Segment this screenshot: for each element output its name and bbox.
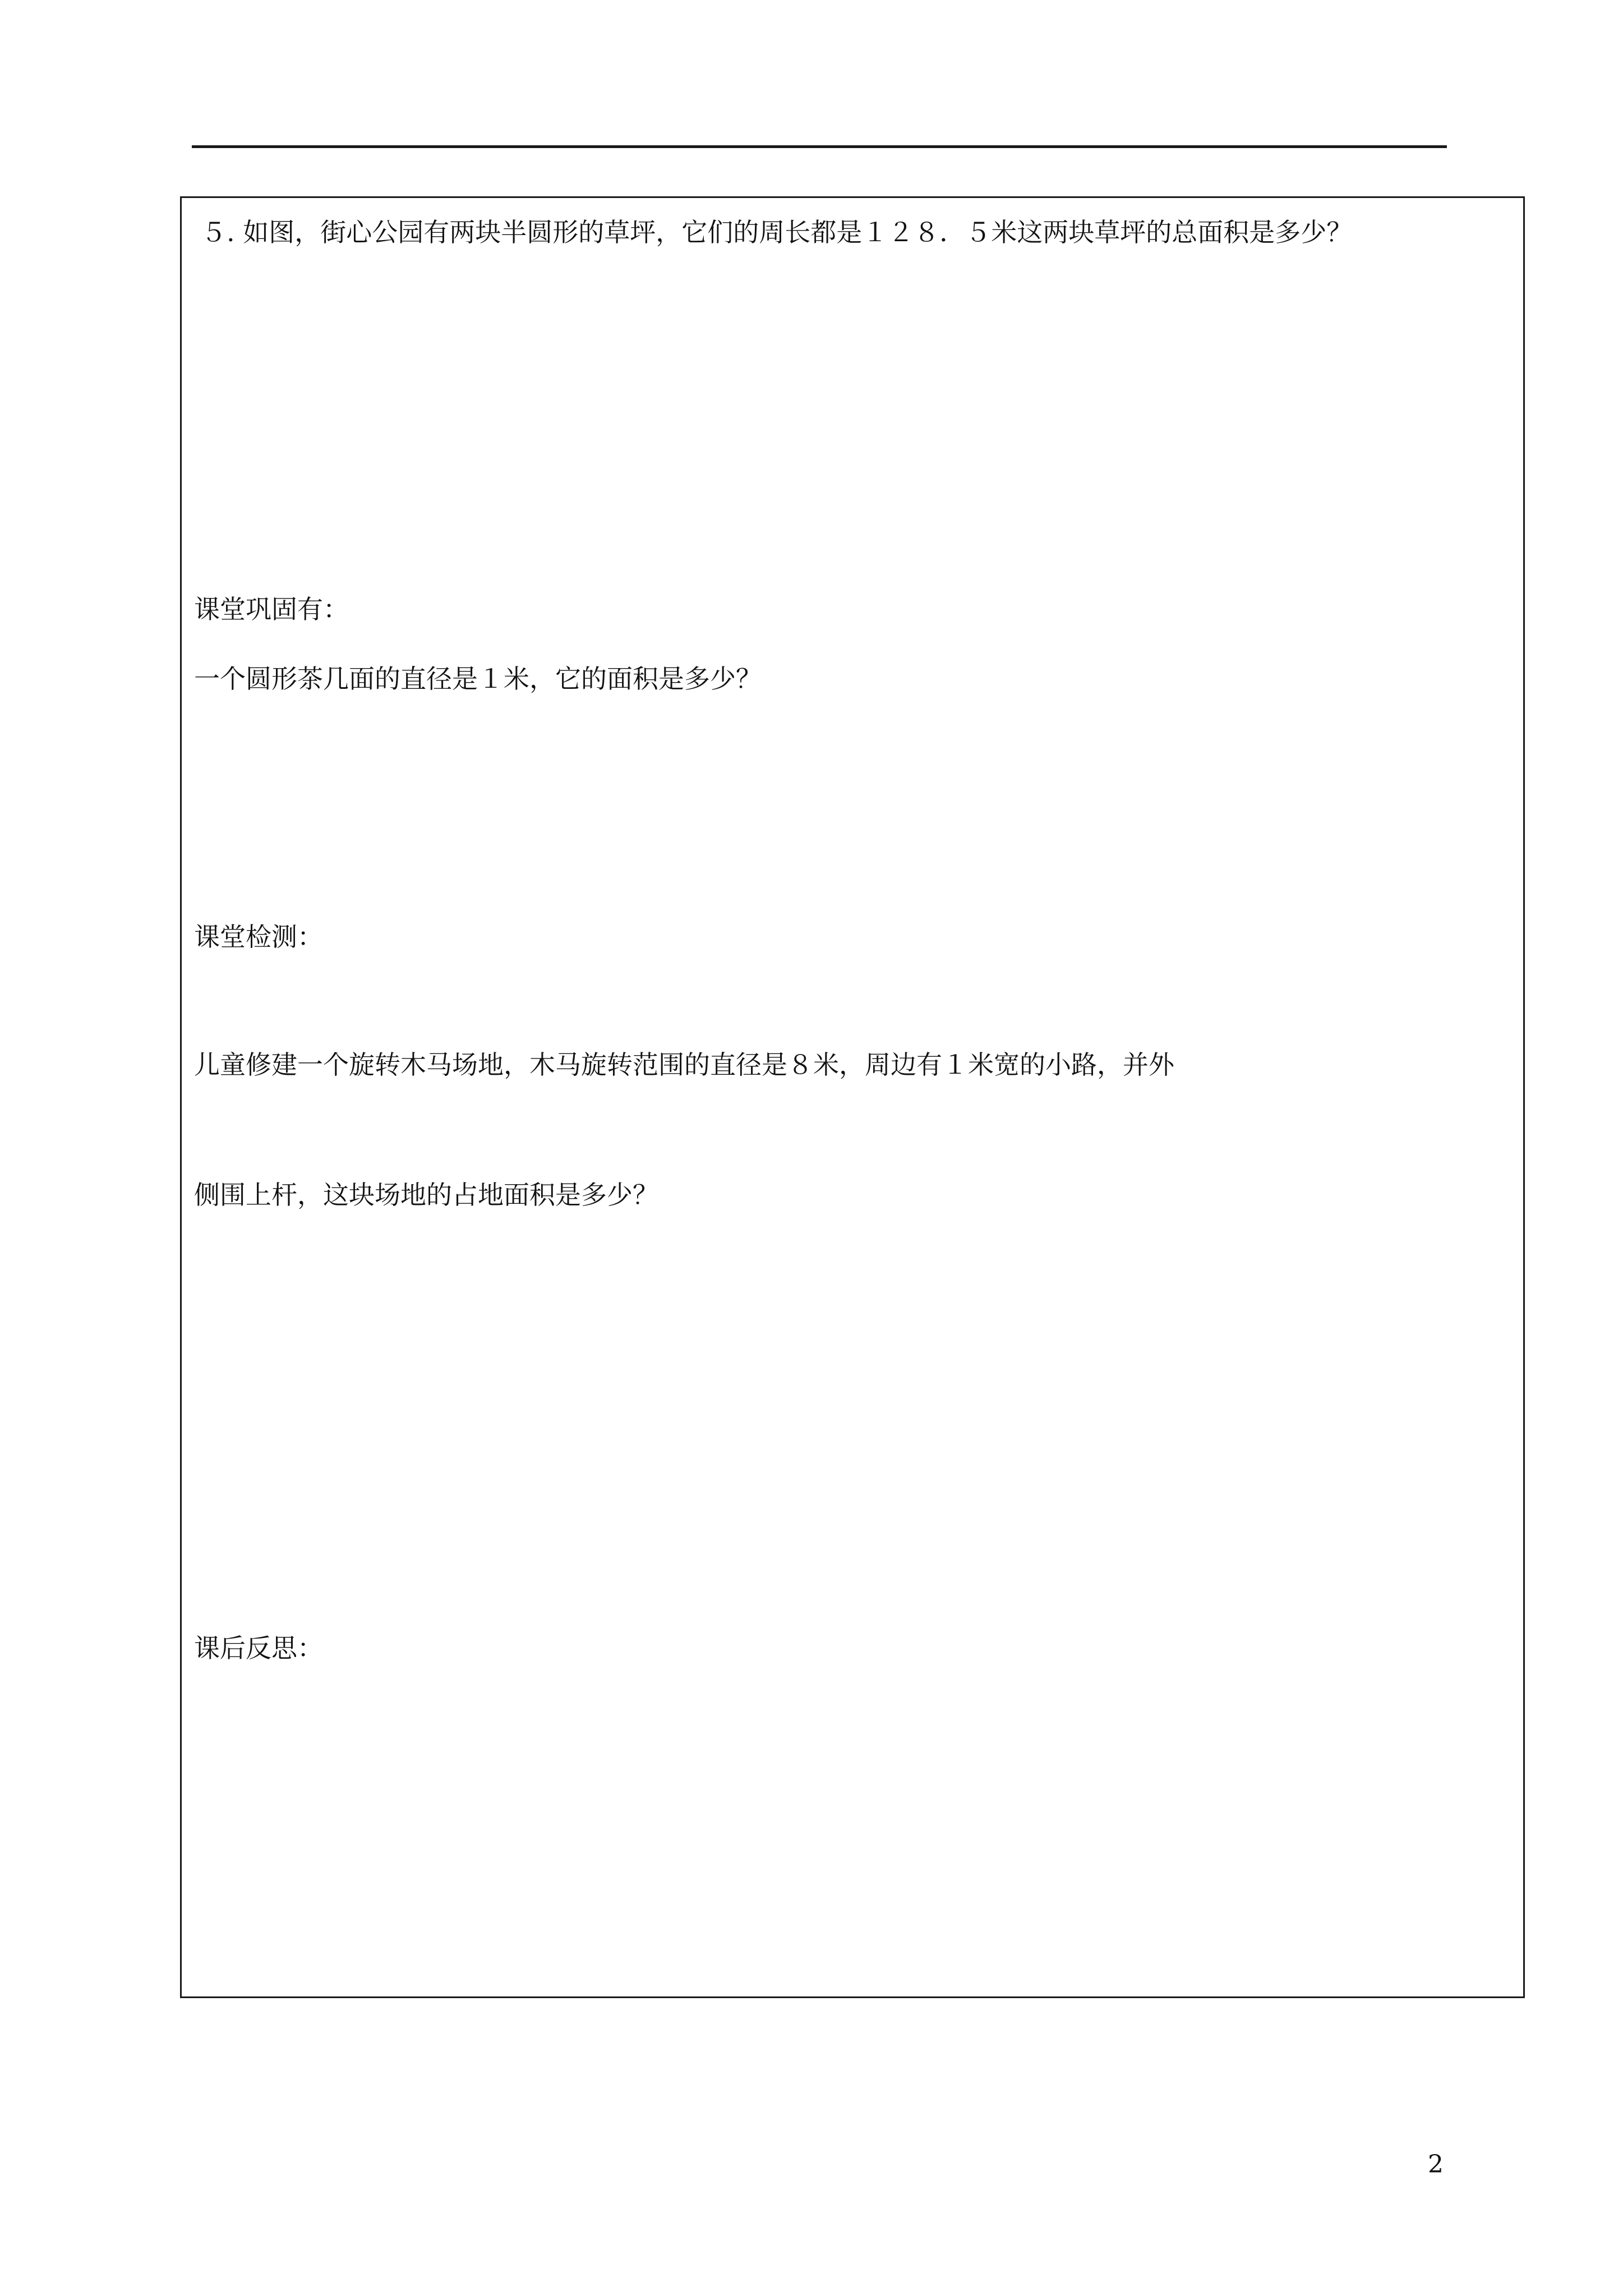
page-number: 2 xyxy=(1428,2150,1444,2179)
reflection-heading: 课后反思： xyxy=(194,1633,323,1663)
worksheet-frame xyxy=(180,196,1525,1998)
consolidation-heading: 课堂巩固有： xyxy=(194,594,349,624)
test-problem-line-1: 儿童修建一个旋转木马场地，木马旋转范围的直径是８米，周边有１米宽的小路，并外 xyxy=(194,1050,1174,1080)
test-problem-line-2: 侧围上杆，这块场地的占地面积是多少？ xyxy=(194,1180,658,1210)
question-5-text: ５. 如图，街心公园有两块半圆形的草坪，它们的周长都是１２８．５米这两块草坪的总面积是多少？ xyxy=(201,217,1353,247)
consolidation-problem: 一个圆形茶几面的直径是１米，它的面积是多少？ xyxy=(194,664,762,694)
test-heading: 课堂检测： xyxy=(194,922,323,952)
header-rule xyxy=(192,145,1447,148)
